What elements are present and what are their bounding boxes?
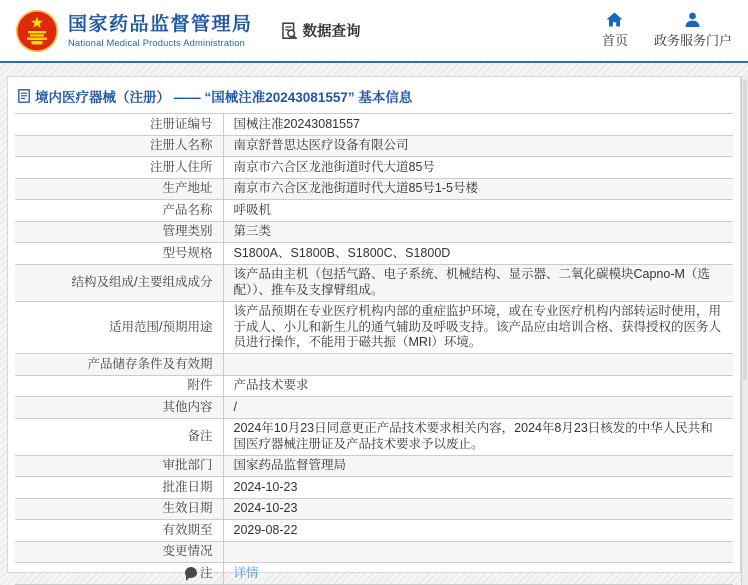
table-row xyxy=(15,135,733,157)
row-label: 注册证编号 xyxy=(15,114,223,136)
agency-text-block xyxy=(68,14,253,48)
row-label: 附件 xyxy=(15,375,223,397)
data-query-tab[interactable] xyxy=(279,20,361,41)
table-row xyxy=(15,375,733,397)
row-value: 2024年10月23日同意更正产品技术要求相关内容，2024年8月23日核发的中华人民共和国医疗器械注册证及产品技术要求予以废止。 xyxy=(233,421,713,451)
row-value: 南京市六合区龙池街道时代大道85号 xyxy=(233,159,435,174)
row-value xyxy=(223,563,733,585)
table-row xyxy=(15,563,733,585)
nav-label-portal: 政务服务门户 xyxy=(653,33,732,48)
row-label: 其他内容 xyxy=(15,397,223,419)
table-row xyxy=(15,200,733,222)
row-value xyxy=(223,541,733,563)
row-value xyxy=(223,354,733,376)
table-row xyxy=(15,477,733,499)
row-label: 产品储存条件及有效期 xyxy=(15,354,223,376)
registration-detail-table xyxy=(15,113,733,585)
content-panel xyxy=(7,76,741,580)
row-label: 生产地址 xyxy=(15,178,223,200)
table-row xyxy=(15,178,733,200)
top-nav xyxy=(602,12,732,49)
table-row xyxy=(15,243,733,265)
table-row xyxy=(15,114,733,136)
row-value: 2029-08-22 xyxy=(233,522,298,537)
detail-link[interactable]: 详情 xyxy=(233,565,259,580)
row-value: S1800A、S1800B、S1800C、S1800D xyxy=(233,245,451,260)
row-label: 审批部门 xyxy=(15,455,223,477)
site-header xyxy=(0,0,748,63)
row-value: 第三类 xyxy=(233,224,272,238)
row-label: 备注 xyxy=(15,418,223,455)
row-value: 南京市六合区龙池街道时代大道85号1-5号楼 xyxy=(233,181,478,195)
page-title: 境内医疗器械（注册） —— “国械注准20243081557” 基本信息 xyxy=(35,90,413,105)
comment-icon xyxy=(185,567,197,578)
row-value: 2024-10-23 xyxy=(233,479,298,494)
table-row xyxy=(15,498,733,520)
nav-item-home[interactable] xyxy=(602,12,628,49)
table-row xyxy=(15,157,733,179)
row-label: 型号规格 xyxy=(15,243,223,265)
row-value: 国械注准20243081557 xyxy=(233,116,360,131)
agency-subtitle: National Medical Products Administration xyxy=(68,37,245,48)
table-row xyxy=(15,520,733,542)
home-icon xyxy=(606,12,623,27)
national-emblem-icon xyxy=(15,9,59,53)
document-search-icon xyxy=(279,21,299,41)
row-label: 批准日期 xyxy=(15,477,223,499)
row-label: 注册人住所 xyxy=(15,157,223,179)
detail-table-body xyxy=(15,114,733,585)
row-value: 呼吸机 xyxy=(233,202,272,217)
table-row xyxy=(15,301,733,354)
row-label: 有效期至 xyxy=(15,520,223,542)
person-icon xyxy=(684,12,701,27)
row-value: 国家药品监督管理局 xyxy=(233,458,347,472)
row-label: 适用范围/预期用途 xyxy=(15,301,223,354)
row-label: 变更情况 xyxy=(15,541,223,563)
table-row xyxy=(15,418,733,455)
row-label: 结构及组成/主要组成成分 xyxy=(15,264,223,301)
row-value: 南京舒普思达医疗设备有限公司 xyxy=(233,138,409,152)
row-label: 生效日期 xyxy=(15,498,223,520)
data-query-label: 数据查询 xyxy=(302,24,361,40)
table-row xyxy=(15,354,733,376)
agency-logo[interactable] xyxy=(15,9,253,53)
row-label: 产品名称 xyxy=(15,200,223,222)
row-value: 该产品由主机（包括气路、电子系统、机械结构、显示器、二氧化碳模块Capno-M（选配））、推车及支撑臂组成。 xyxy=(233,267,710,297)
table-row xyxy=(15,455,733,477)
document-icon xyxy=(18,89,30,103)
row-label: 注 xyxy=(15,563,223,585)
row-value: 产品技术要求 xyxy=(233,378,309,392)
scrollbar[interactable] xyxy=(741,76,748,585)
row-value: / xyxy=(233,399,237,414)
table-row xyxy=(15,264,733,301)
nav-item-portal[interactable] xyxy=(654,12,732,49)
row-value: 该产品预期在专业医疗机构内部的重症监护环境，或在专业医疗机构内部转运时使用，用于成人、小儿和新生儿的通气辅助及呼吸支持。该产品应由培训合格、获得授权的医务人员进行操作，不能用于磁共振（MRI）环境。 xyxy=(233,304,722,349)
row-label: 管理类别 xyxy=(15,221,223,243)
row-label: 注册人名称 xyxy=(15,135,223,157)
page-title-bar xyxy=(8,77,740,113)
nav-label-home: 首页 xyxy=(601,33,628,48)
table-row xyxy=(15,221,733,243)
table-row xyxy=(15,541,733,563)
agency-title: 国家药品监督管理局 xyxy=(68,13,253,35)
scrollbar-thumb[interactable] xyxy=(743,80,747,380)
row-value: 2024-10-23 xyxy=(233,501,298,515)
table-row xyxy=(15,397,733,419)
